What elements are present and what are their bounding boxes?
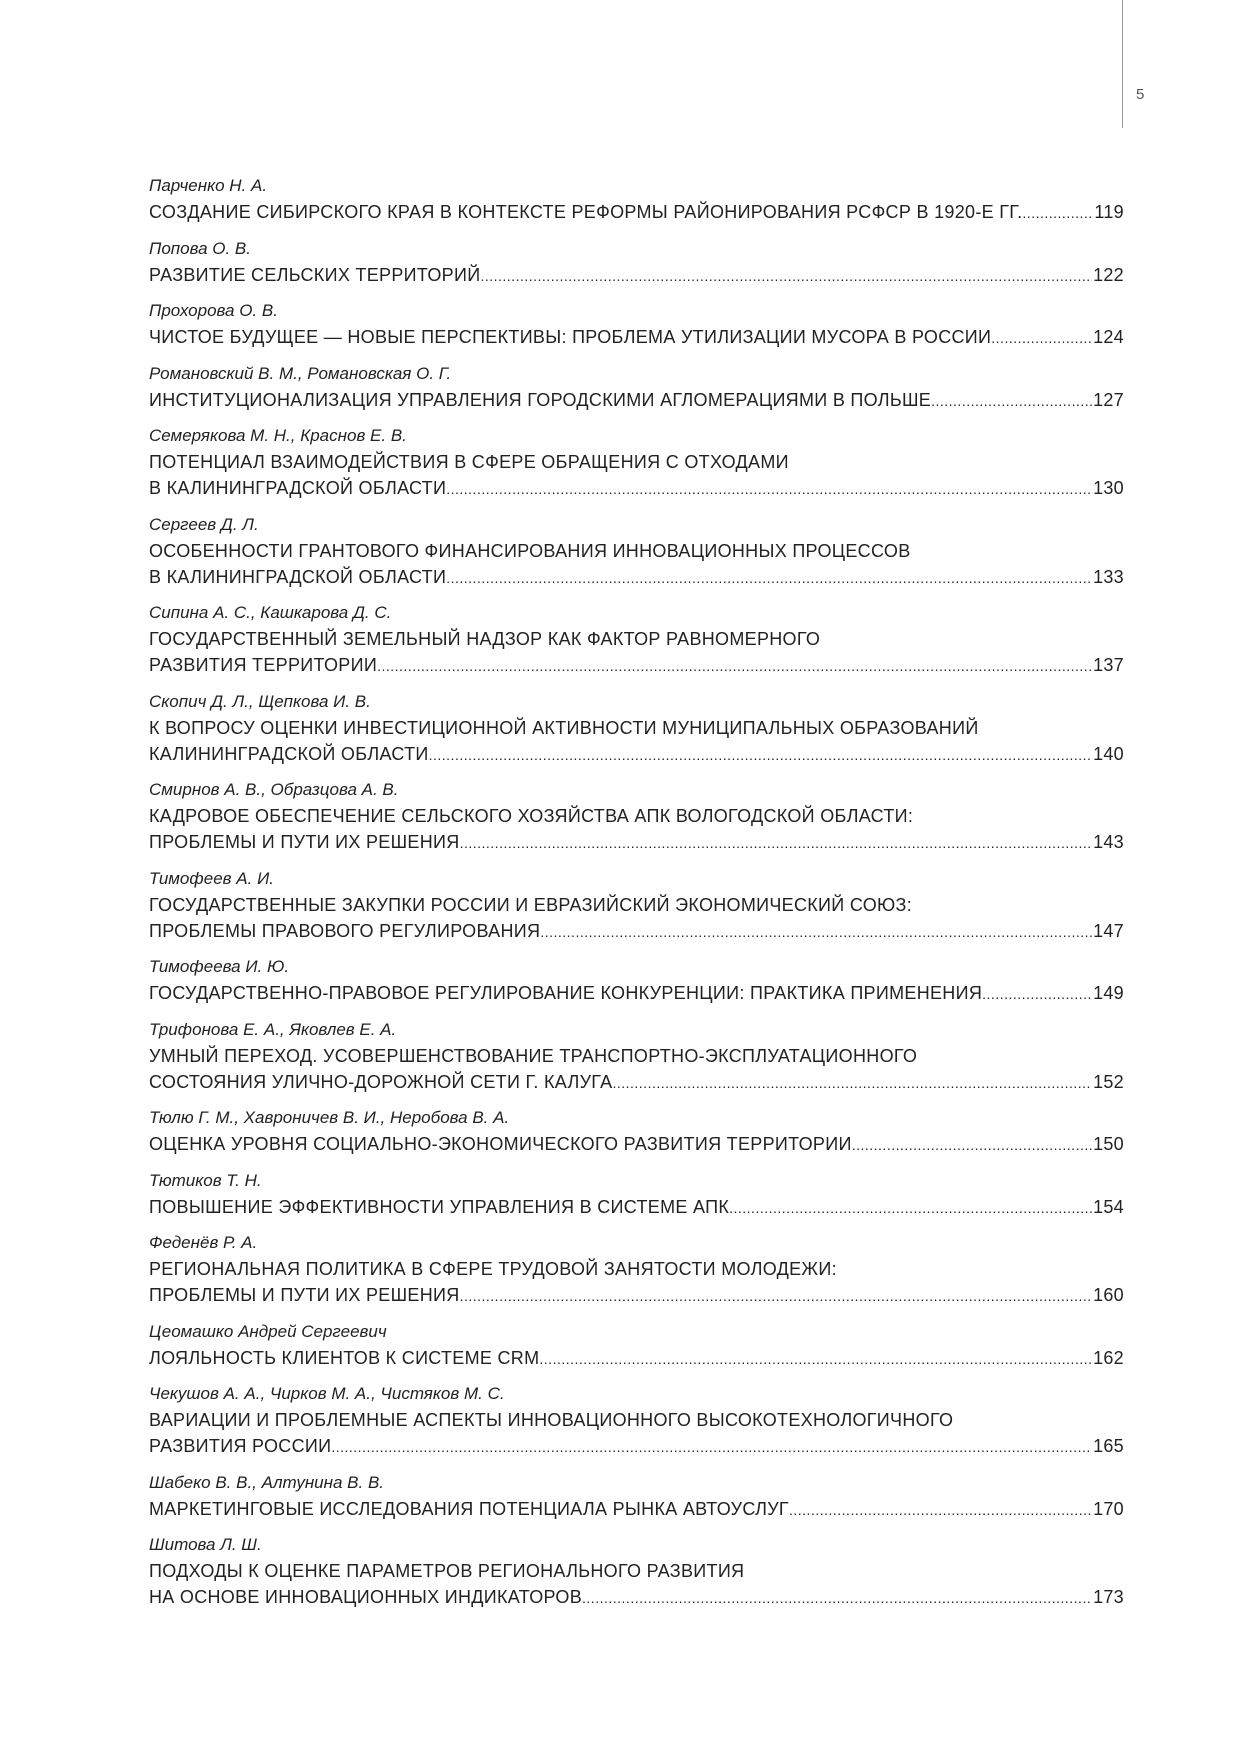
toc-entry-title-row: [149, 980, 1124, 1007]
toc-entry[interactable]: [149, 1168, 1124, 1221]
toc-entry-page-number: 149: [1093, 983, 1124, 1003]
toc-entry-page-number: 160: [1093, 1285, 1124, 1305]
toc-entry-title-line: ВАРИАЦИИ И ПРОБЛЕМНЫЕ АСПЕКТЫ ИННОВАЦИОННОГО ВЫСОКОТЕХНОЛОГИЧНОГО: [149, 1410, 954, 1430]
toc-entry[interactable]: [149, 298, 1124, 351]
toc-entry-page-number: 154: [1093, 1196, 1124, 1217]
toc-entry-title-row: [149, 1282, 1124, 1309]
toc-entry-title-row: [149, 741, 1124, 768]
toc-entry-page-number: 165: [1093, 1436, 1124, 1456]
toc-entry-title: МАРКЕТИНГОВЫЕ ИССЛЕДОВАНИЯ ПОТЕНЦИАЛА РЫНКА АВТОУСЛУГ: [149, 1498, 789, 1519]
toc-entry-title: РАЗВИТИЯ РОССИИ: [149, 1436, 332, 1456]
toc-entry-title: ЛОЯЛЬНОСТЬ КЛИЕНТОВ К СИСТЕМЕ CRM: [149, 1347, 540, 1368]
toc-entry-page-number: 140: [1093, 743, 1124, 764]
toc-entry-title: ЧИСТОЕ БУДУЩЕЕ — НОВЫЕ ПЕРСПЕКТИВЫ: ПРОБЛЕМА УТИЛИЗАЦИИ МУСОРА В РОССИИ: [149, 327, 992, 347]
dot-leader: [480, 263, 1092, 289]
toc-entry-title: НА ОСНОВЕ ИННОВАЦИОННЫХ ИНДИКАТОРОВ: [149, 1587, 583, 1607]
toc-entry-title-row: [149, 1069, 1124, 1096]
toc-entry-page-number: 143: [1093, 832, 1124, 852]
toc-entry-page-number: 152: [1093, 1071, 1124, 1092]
toc-entry-author: Трифонова Е. А., Яковлев Е. А.: [149, 1019, 397, 1039]
toc-entry-title-line: ПОДХОДЫ К ОЦЕНКЕ ПАРАМЕТРОВ РЕГИОНАЛЬНОГО РАЗВИТИЯ: [149, 1561, 745, 1581]
toc-entry-author: Сипина А. С., Кашкарова Д. С.: [149, 603, 392, 622]
toc-entry[interactable]: [149, 1230, 1124, 1309]
dot-leader: [429, 742, 1092, 768]
toc-entry-author: Прохорова О. В.: [149, 301, 278, 320]
toc-entry[interactable]: [149, 236, 1124, 289]
toc-entry-title: РАЗВИТИЕ СЕЛЬСКИХ ТЕРРИТОРИЙ: [149, 264, 481, 285]
toc-entry-title-row: [149, 1433, 1124, 1460]
toc-entry-author: Шабеко В. В., Алтунина В. В.: [149, 1472, 385, 1492]
toc-entry-title: ГОСУДАРСТВЕННО-ПРАВОВОЕ РЕГУЛИРОВАНИЕ КОНКУРЕНЦИИ: ПРАКТИКА ПРИМЕНЕНИЯ: [149, 983, 983, 1003]
toc-entry-title: В КАЛИНИНГРАДСКОЙ ОБЛАСТИ: [149, 566, 447, 587]
toc-entry[interactable]: [149, 423, 1124, 502]
toc-entry[interactable]: [149, 1105, 1124, 1158]
toc-entry-title: ПРОБЛЕМЫ И ПУТИ ИХ РЕШЕНИЯ: [149, 1285, 460, 1305]
toc-entry-page-number: 162: [1093, 1347, 1124, 1368]
dot-leader: [377, 653, 1092, 679]
toc-entry-page-number: 127: [1093, 389, 1124, 410]
toc-entry[interactable]: [149, 512, 1124, 591]
toc-entry[interactable]: [149, 173, 1124, 226]
toc-entry[interactable]: [149, 866, 1124, 945]
toc-entry-page-number: 170: [1093, 1498, 1124, 1519]
toc-entry-title: ПОВЫШЕНИЕ ЭФФЕКТИВНОСТИ УПРАВЛЕНИЯ В СИСТЕМЕ АПК: [149, 1196, 730, 1217]
table-of-contents: [149, 173, 1124, 1621]
toc-entry-title-line: ОСОБЕННОСТИ ГРАНТОВОГО ФИНАНСИРОВАНИЯ ИННОВАЦИОННЫХ ПРОЦЕССОВ: [149, 540, 911, 561]
toc-entry[interactable]: [149, 689, 1124, 768]
toc-entry-title-row: [149, 1584, 1124, 1611]
toc-entry-title-line: ГОСУДАРСТВЕННЫЙ ЗЕМЕЛЬНЫЙ НАДЗОР КАК ФАКТОР РАВНОМЕРНОГО: [149, 629, 821, 649]
toc-entry-title: ПРОБЛЕМЫ И ПУТИ ИХ РЕШЕНИЯ: [149, 832, 460, 852]
toc-entry-title-row: [149, 1194, 1124, 1221]
toc-entry-author: Сергеев Д. Л.: [149, 514, 259, 534]
toc-entry[interactable]: [149, 777, 1124, 856]
toc-entry-title: РАЗВИТИЯ ТЕРРИТОРИИ: [149, 655, 378, 675]
dot-leader: [460, 830, 1093, 856]
toc-entry[interactable]: [149, 600, 1124, 679]
toc-entry[interactable]: [149, 1017, 1124, 1096]
dot-leader: [789, 1497, 1092, 1523]
toc-entry-title: ИНСТИТУЦИОНАЛИЗАЦИЯ УПРАВЛЕНИЯ ГОРОДСКИМИ АГЛОМЕРАЦИЯМИ В ПОЛЬШЕ: [149, 389, 932, 410]
dot-leader: [539, 1346, 1092, 1372]
toc-entry-title-row: [149, 1345, 1124, 1372]
toc-entry-title: КАЛИНИНГРАДСКОЙ ОБЛАСТИ: [149, 743, 429, 764]
toc-entry-title: ПРОБЛЕМЫ ПРАВОВОГО РЕГУЛИРОВАНИЯ: [149, 920, 541, 941]
toc-entry-title: СОСТОЯНИЯ УЛИЧНО-ДОРОЖНОЙ СЕТИ Г. КАЛУГА: [149, 1071, 613, 1092]
toc-entry-page-number: 147: [1093, 920, 1124, 941]
toc-entry-page-number: 122: [1093, 264, 1124, 285]
toc-entry-title-row: [149, 1131, 1124, 1158]
toc-entry-title-line: УМНЫЙ ПЕРЕХОД. УСОВЕРШЕНСТВОВАНИЕ ТРАНСПОРТНО-ЭКСПЛУАТАЦИОННОГО: [149, 1045, 918, 1066]
toc-entry-page-number: 173: [1093, 1587, 1124, 1607]
toc-entry-title-row: [149, 829, 1124, 856]
toc-entry[interactable]: [149, 1470, 1124, 1523]
dot-leader: [460, 1283, 1093, 1309]
toc-entry[interactable]: [149, 1532, 1124, 1611]
dot-leader: [729, 1195, 1092, 1221]
toc-entry-author: Феденёв Р. А.: [149, 1233, 258, 1252]
toc-entry-page-number: 133: [1093, 566, 1124, 587]
toc-entry-title-line: ГОСУДАРСТВЕННЫЕ ЗАКУПКИ РОССИИ И ЕВРАЗИЙСКИЙ ЭКОНОМИЧЕСКИЙ СОЮЗ:: [149, 894, 912, 915]
toc-entry-author: Романовский В. М., Романовская О. Г.: [149, 363, 452, 383]
toc-entry-page-number: 150: [1093, 1134, 1124, 1154]
dot-leader: [446, 476, 1092, 502]
toc-entry-title: ОЦЕНКА УРОВНЯ СОЦИАЛЬНО-ЭКОНОМИЧЕСКОГО РАЗВИТИЯ ТЕРРИТОРИИ: [149, 1134, 852, 1154]
margin-rule: [1122, 0, 1123, 128]
toc-entry-title: СОЗДАНИЕ СИБИРСКОГО КРАЯ В КОНТЕКСТЕ РЕФОРМЫ РАЙОНИРОВАНИЯ РСФСР В 1920-Е ГГ.: [149, 202, 1023, 222]
toc-entry-title-row: [149, 387, 1124, 414]
toc-entry-page-number: 137: [1093, 655, 1124, 675]
toc-entry-author: Тютиков Т. Н.: [149, 1170, 262, 1190]
toc-entry-author: Скопич Д. Л., Щепкова И. В.: [149, 691, 371, 711]
toc-entry-title-row: [149, 262, 1124, 289]
toc-entry[interactable]: [149, 1319, 1124, 1372]
dot-leader: [931, 388, 1092, 414]
toc-entry-title-line: КАДРОВОЕ ОБЕСПЕЧЕНИЕ СЕЛЬСКОГО ХОЗЯЙСТВА АПК ВОЛОГОДСКОЙ ОБЛАСТИ:: [149, 806, 914, 826]
toc-entry-author: Семерякова М. Н., Краснов Е. В.: [149, 426, 407, 445]
toc-entry-author: Чекушов А. А., Чирков М. А., Чистяков М. С.: [149, 1384, 505, 1403]
toc-entry-page-number: 124: [1093, 327, 1124, 347]
toc-entry-author: Цеомашко Андрей Сергеевич: [149, 1321, 387, 1341]
toc-entry-author: Смирнов А. В., Образцова А. В.: [149, 780, 399, 799]
toc-entry-title: В КАЛИНИНГРАДСКОЙ ОБЛАСТИ: [149, 478, 447, 498]
toc-entry-title-line: ПОТЕНЦИАЛ ВЗАИМОДЕЙСТВИЯ В СФЕРЕ ОБРАЩЕНИЯ С ОТХОДАМИ: [149, 452, 789, 472]
toc-entry-author: Парченко Н. А.: [149, 176, 268, 195]
toc-entry-title-row: [149, 324, 1124, 351]
dot-leader: [331, 1434, 1092, 1460]
toc-entry[interactable]: [149, 1381, 1124, 1460]
dot-leader: [991, 325, 1092, 351]
dot-leader: [982, 981, 1092, 1007]
toc-entry-page-number: 130: [1093, 478, 1124, 498]
dot-leader: [612, 1070, 1092, 1096]
toc-entry[interactable]: [149, 361, 1124, 414]
toc-entry-author: Тимофеева И. Ю.: [149, 957, 290, 976]
toc-entry-title-line: К ВОПРОСУ ОЦЕНКИ ИНВЕСТИЦИОННОЙ АКТИВНОСТИ МУНИЦИПАЛЬНЫХ ОБРАЗОВАНИЙ: [149, 717, 979, 738]
toc-entry-title-row: [149, 1496, 1124, 1523]
dot-leader: [852, 1132, 1092, 1158]
dot-leader: [582, 1585, 1092, 1611]
toc-entry-page-number: 119: [1094, 202, 1124, 222]
toc-entry-author: Шитова Л. Ш.: [149, 1535, 262, 1554]
toc-entry-title-row: [149, 475, 1124, 502]
dot-leader: [1022, 200, 1093, 226]
toc-entry-author: Попова О. В.: [149, 238, 251, 258]
toc-entry-author: Тюлю Г. М., Хавроничев В. И., Неробова В. А.: [149, 1108, 510, 1127]
toc-entry-title-row: [149, 918, 1124, 945]
toc-entry-title-row: [149, 652, 1124, 679]
dot-leader: [540, 919, 1092, 945]
dot-leader: [446, 565, 1092, 591]
toc-entry-title-line: РЕГИОНАЛЬНАЯ ПОЛИТИКА В СФЕРЕ ТРУДОВОЙ ЗАНЯТОСТИ МОЛОДЕЖИ:: [149, 1259, 837, 1279]
toc-entry-title-row: [149, 564, 1124, 591]
toc-entry-title-row: [149, 199, 1124, 226]
page-number: 5: [1136, 86, 1145, 103]
toc-entry-author: Тимофеев А. И.: [149, 868, 274, 888]
toc-entry[interactable]: [149, 954, 1124, 1007]
